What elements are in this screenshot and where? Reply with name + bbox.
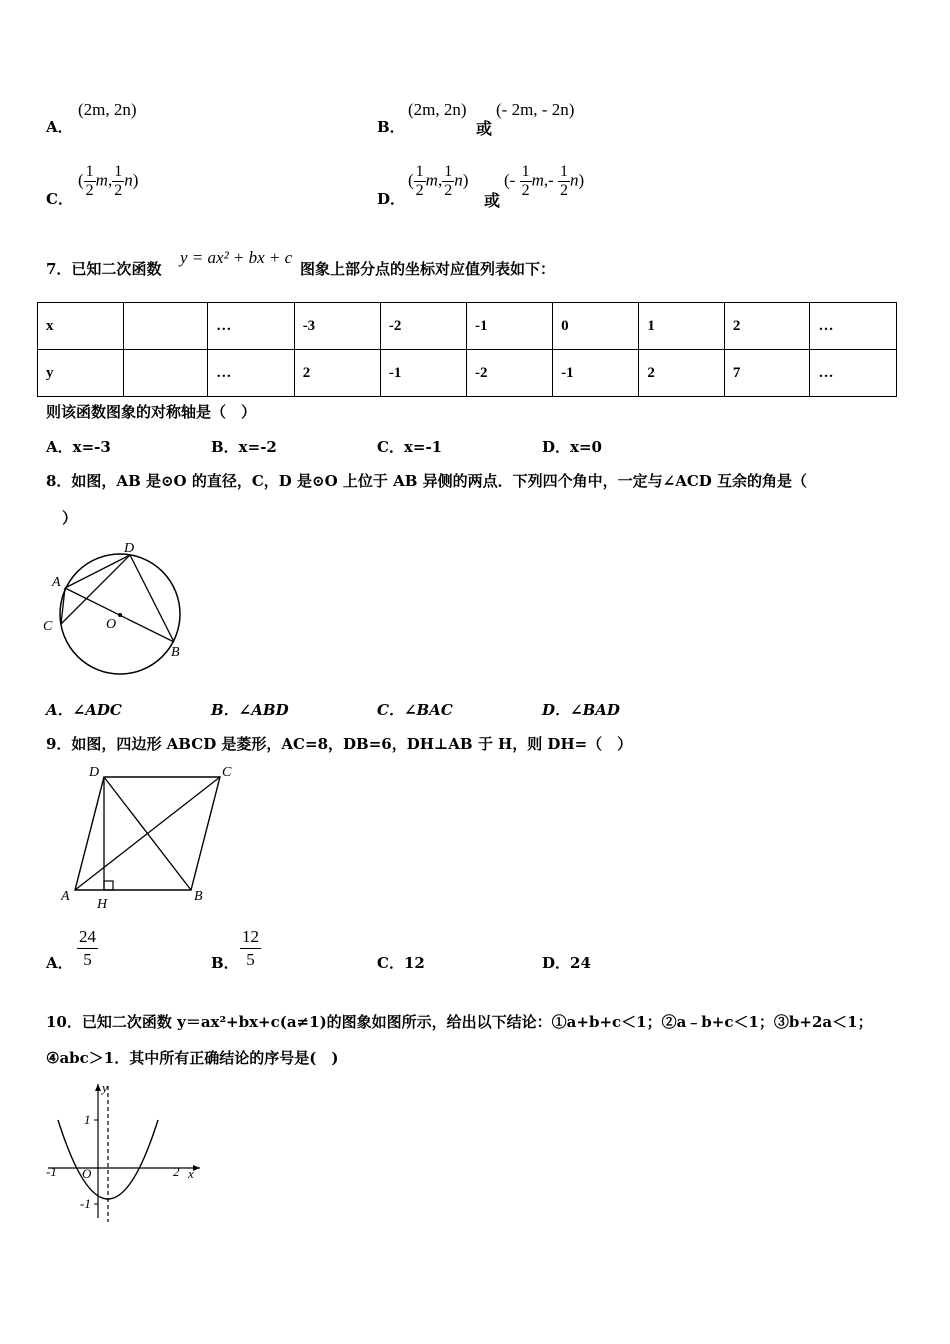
table-cell: … <box>810 350 897 397</box>
table-cell: 0 <box>553 303 639 350</box>
table-cell: -1 <box>467 303 553 350</box>
table-cell: x <box>38 303 124 350</box>
table-cell <box>123 303 208 350</box>
q9-option-b-label: B． <box>211 954 239 972</box>
segment-db <box>130 555 174 642</box>
q10-line1: 10．已知二次函数 y＝ax²+bx+c(a≠1)的图象如图所示，给出以下结论：①a+b+c＜1；②a﹣b+c＜1；③b+2a＜1； <box>46 1013 873 1031</box>
neg-sign: - <box>548 170 554 190</box>
q7-option-d: D．x=0 <box>542 438 602 456</box>
center-point <box>118 613 122 617</box>
table-cell: 7 <box>724 350 810 397</box>
label-neg-one-x: -1 <box>46 1164 57 1179</box>
diagonal-db <box>104 777 191 890</box>
q6-option-c-expr: ( $\frac{1}{2}$ m, $\frac{1}{2}$ n) <box>78 163 139 199</box>
q6-option-b-label: B． <box>377 118 405 136</box>
q7-option-a: A．x=-3 <box>46 438 111 456</box>
q9-option-c: C．12 <box>377 954 425 972</box>
x-axis-arrow <box>193 1165 200 1171</box>
neg-sign: - <box>509 170 516 190</box>
label-y: y <box>102 1080 108 1095</box>
q9-rhombus-figure <box>55 760 245 915</box>
label-x: x <box>188 1166 194 1181</box>
q9-option-a-label: A． <box>46 954 73 972</box>
label-a: A <box>61 889 70 904</box>
q7-value-table <box>37 302 897 397</box>
frac-num: 1 <box>521 163 530 180</box>
table-cell: … <box>810 303 897 350</box>
table-row-y <box>38 350 897 397</box>
frac-num: 1 <box>114 163 123 180</box>
label-d: D <box>89 765 100 780</box>
q6-option-c-label: C． <box>46 190 73 208</box>
label-c: C <box>222 765 232 780</box>
q7-formula: y = ax² + bx + c <box>180 248 293 267</box>
frac-den: 2 <box>521 182 530 199</box>
frac-den: 2 <box>560 182 569 199</box>
table-row-x <box>38 303 897 350</box>
frac-num: 1 <box>85 163 94 180</box>
q6-option-b-or: 或 <box>476 119 493 138</box>
var-n: n <box>454 170 463 190</box>
var-n: n <box>124 170 133 190</box>
q7-option-b: B．x=-2 <box>211 438 277 456</box>
frac-den: 5 <box>246 950 255 969</box>
label-neg-one-y: -1 <box>80 1196 91 1211</box>
label-d: D <box>124 541 135 556</box>
frac-num: 12 <box>240 926 261 949</box>
table-cell: -2 <box>380 303 466 350</box>
q6-option-a-label: A． <box>46 118 73 136</box>
frac-num: 1 <box>560 163 569 180</box>
table-cell: -2 <box>467 350 553 397</box>
q7-question: 则该函数图象的对称轴是（ ） <box>46 403 257 421</box>
frac-num: 1 <box>444 163 453 180</box>
q8-text-close: ） <box>62 509 78 527</box>
var-m: m <box>425 170 438 190</box>
table-cell: -1 <box>380 350 466 397</box>
q8-option-b: B．∠ABD <box>211 701 289 719</box>
q6-option-d-or: 或 <box>484 191 501 210</box>
table-cell: 2 <box>294 350 380 397</box>
frac-den: 5 <box>83 950 92 969</box>
var-m: m <box>95 170 108 190</box>
label-b: B <box>194 889 203 904</box>
frac-den: 2 <box>114 182 123 199</box>
frac-den: 2 <box>85 182 94 199</box>
table-cell: y <box>38 350 124 397</box>
var-m: m <box>531 170 544 190</box>
table-cell: 1 <box>639 303 725 350</box>
q8-text: 8．如图，AB 是⊙O 的直径，C，D 是⊙O 上位于 AB 异侧的两点．下列四个角中，一定与∠ACD 互余的角是（ <box>46 472 807 490</box>
y-axis-arrow <box>95 1084 101 1091</box>
q8-option-c: C．∠BAC <box>377 701 453 719</box>
q6-option-b-expr1: (2m, 2n) <box>408 100 467 119</box>
q6-option-d-expr1: ( $\frac{1}{2}$ m, $\frac{1}{2}$ n) <box>408 163 469 199</box>
table-cell <box>123 350 208 397</box>
table-cell: -1 <box>553 350 639 397</box>
right-angle-mark <box>104 881 113 890</box>
q9-text: 9．如图，四边形 ABCD 是菱形，AC=8，DB=6，DH⊥AB 于 H，则 DH=（ ） <box>46 735 633 753</box>
frac-den: 2 <box>415 182 424 199</box>
q10-line2: ④abc＞1．其中所有正确结论的序号是( ) <box>46 1049 339 1067</box>
frac-num: 24 <box>77 926 98 949</box>
table-cell: 2 <box>639 350 725 397</box>
table-cell: … <box>208 303 294 350</box>
label-b: B <box>171 645 180 660</box>
q6-option-d-label: D． <box>377 190 406 208</box>
q7-suffix: 图象上部分点的坐标对应值列表如下： <box>300 260 556 278</box>
q8-option-a: A．∠ADC <box>46 701 122 719</box>
q7-prefix: 7．已知二次函数 <box>46 260 162 278</box>
label-o: O <box>106 617 117 632</box>
q8-option-d: D．∠BAD <box>542 701 620 719</box>
frac-den: 2 <box>444 182 453 199</box>
q10-parabola-graph <box>40 1078 210 1228</box>
table-cell: -3 <box>294 303 380 350</box>
label-h: H <box>97 897 108 912</box>
frac-num: 1 <box>415 163 424 180</box>
table-cell: … <box>208 350 294 397</box>
label-two: 2 <box>173 1164 180 1179</box>
label-origin: O <box>82 1166 92 1181</box>
q6-option-d-expr2: (- $\frac{1}{2}$ m,- $\frac{1}{2}$ n) <box>504 163 585 199</box>
segment-ad <box>65 555 130 588</box>
q7-option-c: C．x=-1 <box>377 438 443 456</box>
q8-circle-figure <box>40 538 190 688</box>
q9-option-a-frac <box>77 926 98 971</box>
label-one: 1 <box>84 1112 91 1127</box>
q6-option-b-expr2: (- 2m, - 2n) <box>496 100 575 119</box>
label-a: A <box>52 575 61 590</box>
table-cell: 2 <box>724 303 810 350</box>
q6-option-a-expr: (2m, 2n) <box>78 100 137 119</box>
q9-option-b-frac <box>240 926 261 971</box>
var-n: n <box>570 170 579 190</box>
label-c: C <box>43 619 53 634</box>
q9-option-d: D．24 <box>542 954 591 972</box>
